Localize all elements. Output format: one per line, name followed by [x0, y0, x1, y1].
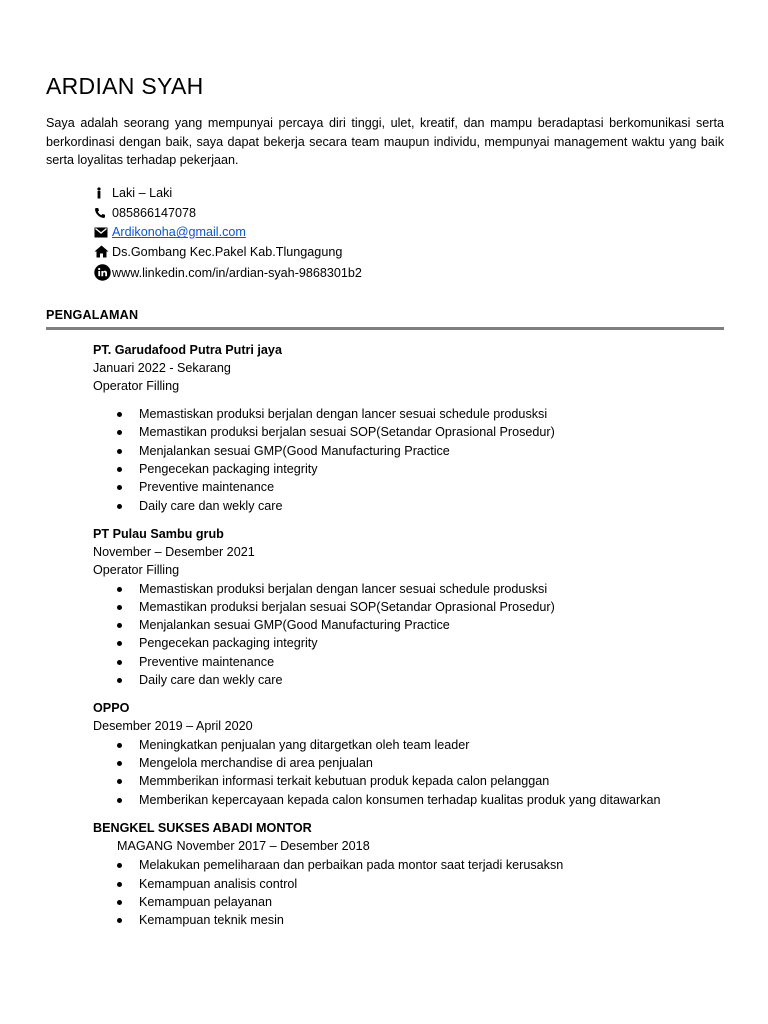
list-item: Melakukan pemeliharaan dan perbaikan pada montor saat terjadi kerusaksn: [93, 856, 724, 874]
profile-summary: Saya adalah seorang yang mempunyai percaya diri tinggi, ulet, kreatif, dan mampu beradaptasi berkomunikasi serta berkordinasi dengan baik, saya dapat bekerja secara team maupun individu, mempunyai management waktu yang baik serta loyalitas terhadap pekerjaan.: [46, 116, 724, 167]
job-company: OPPO: [93, 701, 130, 716]
list-item: Preventive maintenance: [93, 478, 724, 496]
list-item: Menjalankan sesuai GMP(Good Manufacturing Practice: [93, 442, 724, 460]
job-position: Operator Filling: [93, 378, 180, 393]
job-period: Desember 2019 – April 2020: [93, 719, 253, 734]
job-company: BENGKEL SUKSES ABADI MONTOR: [93, 820, 312, 835]
list-item: Menjalankan sesuai GMP(Good Manufacturing Practice: [93, 616, 724, 634]
job-company: PT Pulau Sambu grub: [93, 526, 224, 541]
job-entry: [93, 699, 724, 809]
contact-email: [94, 223, 724, 243]
contact-list: [94, 184, 724, 284]
list-item: Memberikan kepercayaan kepada calon konsumen terhadap kualitas produk yang ditawarkan: [93, 791, 724, 809]
job-period: November – Desember 2021: [93, 545, 255, 560]
contact-phone: [94, 203, 724, 223]
job-duties: [93, 856, 724, 929]
contact-address: [94, 242, 724, 262]
job-company: PT. Garudafood Putra Putri jaya: [93, 342, 282, 357]
job-period: MAGANG November 2017 – Desember 2018: [117, 839, 370, 854]
list-item: Pengecekan packaging integrity: [93, 634, 724, 652]
section-divider: [46, 327, 724, 330]
list-item: Memastikan produksi berjalan sesuai SOP(Setandar Oprasional Prosedur): [93, 598, 724, 616]
linkedin-text[interactable]: www.linkedin.com/in/ardian-syah-9868301b2: [112, 265, 362, 280]
job-duties: [93, 405, 724, 515]
list-item: Memastikan produksi berjalan sesuai SOP(Setandar Oprasional Prosedur): [93, 423, 724, 441]
job-period: Januari 2022 - Sekarang: [93, 360, 231, 375]
candidate-name: ARDIAN SYAH: [46, 73, 204, 99]
phone-icon: [94, 207, 112, 219]
email-link[interactable]: Ardikonoha@gmail.com: [112, 225, 246, 240]
list-item: Memastiskan produksi berjalan dengan lancer sesuai schedule produsksi: [93, 580, 724, 598]
list-item: Memmberikan informasi terkait kebutuan produk kepada calon pelanggan: [93, 772, 724, 790]
job-entry: [93, 819, 724, 930]
contact-gender: [94, 184, 724, 204]
job-entry: [93, 525, 724, 689]
address-text: Ds.Gombang Kec.Pakel Kab.Tlungagung: [112, 244, 343, 259]
linkedin-icon: [94, 264, 112, 281]
list-item: Daily care dan wekly care: [93, 497, 724, 515]
phone-text: 085866147078: [112, 205, 197, 220]
section-title-experience: PENGALAMAN: [46, 307, 139, 322]
resume-page: [46, 72, 724, 929]
home-icon: [94, 245, 112, 258]
list-item: Daily care dan wekly care: [93, 671, 724, 689]
list-item: Preventive maintenance: [93, 653, 724, 671]
job-entry: [93, 341, 724, 515]
contact-linkedin: [94, 262, 724, 284]
job-duties: [93, 580, 724, 690]
list-item: Kemampuan teknik mesin: [93, 911, 724, 929]
list-item: Meningkatkan penjualan yang ditargetkan oleh team leader: [93, 736, 724, 754]
male-icon: [94, 187, 112, 199]
job-duties: [93, 736, 724, 809]
list-item: Kemampuan pelayanan: [93, 893, 724, 911]
list-item: Pengecekan packaging integrity: [93, 460, 724, 478]
job-position: Operator Filling: [93, 563, 180, 578]
list-item: Kemampuan analisis control: [93, 875, 724, 893]
gender-text: Laki – Laki: [112, 186, 173, 201]
list-item: Memastiskan produksi berjalan dengan lancer sesuai schedule produsksi: [93, 405, 724, 423]
envelope-icon: [94, 227, 112, 238]
list-item: Mengelola merchandise di area penjualan: [93, 754, 724, 772]
